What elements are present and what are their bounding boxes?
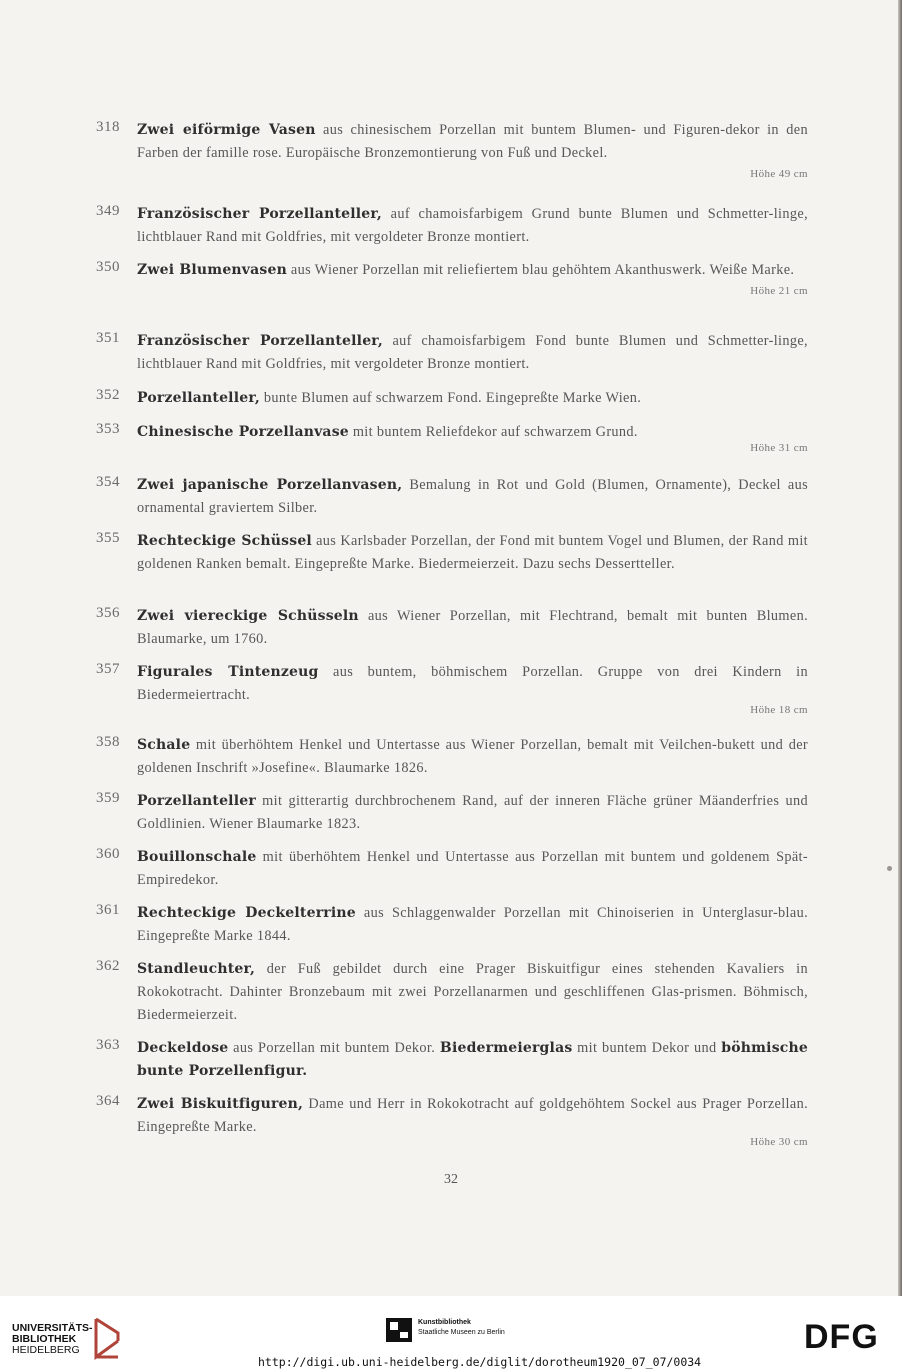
lot-title: Zwei viereckige Schüsseln bbox=[137, 608, 359, 624]
lot-number: 360 bbox=[96, 846, 120, 862]
lot-height: Höhe 31 cm bbox=[750, 442, 808, 454]
lot-text: mit buntem Reliefdekor auf schwarzem Grund. bbox=[348, 424, 638, 440]
lot-title: Porzellanteller, bbox=[137, 390, 260, 406]
catalog-entry bbox=[96, 902, 808, 948]
lot-text: aus Karlsbader Porzellan, der Fond mit buntem Vogel und Blumen, der Rand mit goldenen Ranken bemalt. Eingepreßte Marke. Biedermeierzeit. Dazu sechs Dessertteller. bbox=[137, 533, 808, 572]
dfg-logo-text: DFG bbox=[804, 1321, 879, 1351]
university-library-emblem-icon bbox=[90, 1313, 126, 1363]
lot-number: 354 bbox=[96, 474, 120, 490]
catalog-entry bbox=[96, 790, 808, 836]
entry-description bbox=[137, 530, 808, 576]
entry-description bbox=[137, 387, 808, 410]
kunstbibliothek-emblem-icon bbox=[386, 1318, 412, 1342]
lot-text: aus buntem, böhmischem Porzellan. Gruppe von drei Kindern in Biedermeiertracht. bbox=[137, 664, 808, 703]
lot-text: aus Schlaggenwalder Porzellan mit Chinoiserien in Unterglasur-blau. Eingepreßte Marke 1844. bbox=[137, 905, 808, 944]
catalog-entry bbox=[96, 474, 808, 520]
catalog-entry bbox=[96, 330, 808, 376]
lot-text-second: mit buntem Dekor und bbox=[572, 1040, 722, 1056]
paper-speck bbox=[887, 866, 892, 871]
permalink-url[interactable]: http://digi.ub.uni-heidelberg.de/diglit/dorotheum1920_07_07/0034 bbox=[258, 1355, 702, 1369]
lot-text: auf chamoisfarbigem Fond bunte Blumen und Schmetter-linge, lichtblauer Rand mit Goldfries, mit vergoldeter Bronze montiert. bbox=[137, 333, 808, 372]
lot-title: Chinesische Porzellanvase bbox=[137, 424, 349, 440]
lot-text: der Fuß gebildet durch eine Prager Biskuitfigur eines stehenden Kavaliers in Rokokotracht. Dahinter Bronzebaum mit zwei Porzellanarmen und geschliffenen Glas-prismen. Böhmisch, Biedermeierzeit. bbox=[137, 961, 808, 1023]
lot-number: 350 bbox=[96, 259, 120, 275]
kb-line-1: Kunstbibliothek bbox=[418, 1319, 471, 1326]
lot-title: Zwei japanische Porzellanvasen, bbox=[137, 477, 403, 493]
lot-text: mit überhöhtem Henkel und Untertasse aus Wiener Porzellan, bemalt mit Veilchen-bukett und der goldenen Inschrift »Josefine«. Blaumarke 1826. bbox=[137, 737, 808, 776]
lot-title-second: Biedermeierglas bbox=[439, 1040, 573, 1056]
catalog-entry bbox=[96, 203, 808, 249]
lot-number: 349 bbox=[96, 203, 120, 219]
catalog-entry bbox=[96, 661, 808, 718]
lot-title: Rechteckige Deckelterrine bbox=[137, 905, 356, 921]
lot-number: 362 bbox=[96, 958, 120, 974]
lot-title: Rechteckige Schüssel bbox=[137, 533, 312, 549]
lot-text: Dame und Herr in Rokokotracht auf goldgehöhtem Sockel aus Prager Porzellan. Eingepreßte Marke. bbox=[137, 1096, 808, 1135]
catalog-entry bbox=[96, 387, 808, 410]
lot-text: auf chamoisfarbigem Grund bunte Blumen und Schmetter-linge, lichtblauer Rand mit Goldfries, mit vergoldeter Bronze montiert. bbox=[137, 206, 808, 245]
lot-text: bunte Blumen auf schwarzem Fond. Eingepreßte Marke Wien. bbox=[259, 390, 642, 406]
catalog-entry bbox=[96, 1037, 808, 1083]
lot-text: aus Wiener Porzellan mit reliefiertem blau gehöhtem Akanthuswerk. Weiße Marke. bbox=[286, 262, 795, 278]
lot-height: Höhe 18 cm bbox=[750, 704, 808, 716]
university-library-logo-text bbox=[12, 1323, 93, 1356]
library-line-2: BIBLIOTHEK bbox=[12, 1333, 77, 1345]
kunstbibliothek-logo-text bbox=[418, 1318, 505, 1338]
lot-number: 356 bbox=[96, 605, 120, 621]
lot-title: Zwei Blumenvasen bbox=[137, 262, 287, 278]
catalog-entry bbox=[96, 259, 808, 299]
lot-number: 359 bbox=[96, 790, 120, 806]
lot-title: Zwei eiförmige Vasen bbox=[137, 122, 316, 138]
lot-number: 353 bbox=[96, 421, 120, 437]
lot-number: 361 bbox=[96, 902, 120, 918]
lot-text: aus Porzellan mit buntem Dekor. bbox=[228, 1040, 440, 1056]
lot-title: Standleuchter, bbox=[137, 961, 256, 977]
lot-number: 352 bbox=[96, 387, 120, 403]
entry-description bbox=[137, 1093, 808, 1139]
lot-text: mit überhöhtem Henkel und Untertasse aus Porzellan mit buntem und goldenem Spät-Empiredekor. bbox=[137, 849, 808, 888]
lot-title: Deckeldose bbox=[137, 1040, 229, 1056]
lot-number: 355 bbox=[96, 530, 120, 546]
lot-number: 318 bbox=[96, 119, 120, 135]
lot-text: aus chinesischem Porzellan mit buntem Blumen- und Figuren-dekor in den Farben der famille rose. Europäische Bronzemontierung von Fuß und Deckel. bbox=[137, 122, 808, 161]
entry-description bbox=[137, 330, 808, 376]
lot-text: Bemalung in Rot und Gold (Blumen, Ornamente), Deckel aus ornamental graviertem Silber. bbox=[137, 477, 808, 516]
lot-text: mit gitterartig durchbrochenem Rand, auf der inneren Fläche grüner Mäanderfries und Goldlinien. Wiener Blaumarke 1823. bbox=[137, 793, 808, 832]
entry-description bbox=[137, 119, 808, 165]
catalog-entry bbox=[96, 530, 808, 576]
catalog-entry bbox=[96, 734, 808, 780]
entry-description bbox=[137, 605, 808, 651]
entry-description bbox=[137, 203, 808, 249]
entry-description bbox=[137, 661, 808, 707]
lot-title: Bouillonschale bbox=[137, 849, 257, 865]
lot-text: aus Wiener Porzellan, mit Flechtrand, bemalt mit bunten Blumen. Blaumarke, um 1760. bbox=[137, 608, 808, 647]
catalog-entry bbox=[96, 119, 808, 182]
entry-description bbox=[137, 474, 808, 520]
catalog-entry bbox=[96, 605, 808, 651]
lot-title: Zwei Biskuitfiguren, bbox=[137, 1096, 304, 1112]
catalog-entry bbox=[96, 421, 808, 456]
catalog-entry bbox=[96, 1093, 808, 1150]
entry-description bbox=[137, 790, 808, 836]
entry-description bbox=[137, 1037, 808, 1083]
lot-title: Figurales Tintenzeug bbox=[137, 664, 319, 680]
lot-number: 358 bbox=[96, 734, 120, 750]
lot-number: 364 bbox=[96, 1093, 120, 1109]
lot-title-third: böhmische bunte Porzellenfigur. bbox=[137, 1040, 808, 1079]
catalog-entry bbox=[96, 958, 808, 1027]
entry-description bbox=[137, 958, 808, 1027]
library-line-3: HEIDELBERG bbox=[12, 1344, 80, 1356]
dfg-logo-icon bbox=[804, 1321, 890, 1351]
entry-description bbox=[137, 734, 808, 780]
lot-title: Schale bbox=[137, 737, 191, 753]
lot-height: Höhe 30 cm bbox=[750, 1136, 808, 1148]
lot-number: 357 bbox=[96, 661, 120, 677]
page-number: 32 bbox=[444, 1172, 458, 1187]
entry-description bbox=[137, 846, 808, 892]
page-edge-shadow bbox=[898, 0, 902, 1296]
lot-height: Höhe 49 cm bbox=[750, 168, 808, 180]
entry-description bbox=[137, 259, 808, 282]
lot-title: Französischer Porzellanteller, bbox=[137, 333, 383, 349]
kb-line-2: Staatliche Museen zu Berlin bbox=[418, 1329, 505, 1336]
catalog-entry bbox=[96, 846, 808, 892]
library-line-1: UNIVERSITÄTS- bbox=[12, 1322, 93, 1334]
lot-title: Französischer Porzellanteller, bbox=[137, 206, 383, 222]
entry-description bbox=[137, 902, 808, 948]
lot-title: Porzellanteller bbox=[137, 793, 256, 809]
lot-height: Höhe 21 cm bbox=[750, 285, 808, 297]
lot-number: 351 bbox=[96, 330, 120, 346]
lot-number: 363 bbox=[96, 1037, 120, 1053]
